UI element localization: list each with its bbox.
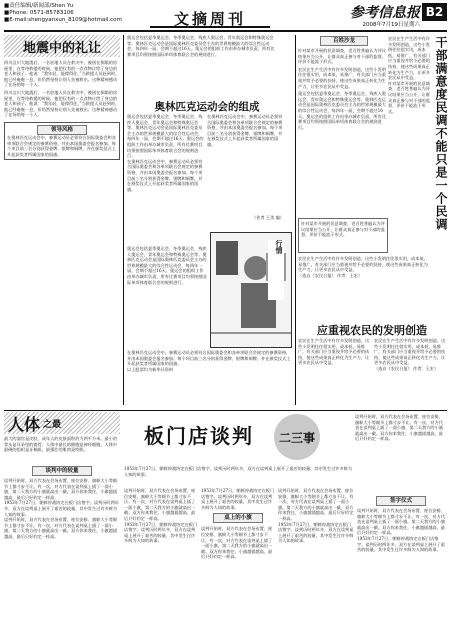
- bottom-col2-body: 谈判开始时，双方代表在会场布置、座位安排、旗帜大小等细节上都寸步不让。有一次，对方代表在谈判桌上插了一面小旗，第二天我方的小旗就高出一截。双方你来我往，小旗越插越高，最后只好约定一样高。: [124, 488, 196, 521]
- center-bottom-note: 以上股票均为新华社资料: [127, 366, 174, 372]
- center-top-text: [127, 35, 277, 95]
- farmer-body-col1: 农民在生产生活中有许多发明创造，这些小发明往往很实用，成本低，易推广，有关部门应当重视并给予必要的扶持，使这些成果真正转化为生产力，让更多农民从中受益。: [298, 338, 370, 366]
- bottom-col2-body2: 1953年7月27日，朝鲜停战协定在板门店签字。谈判历时两年多，双方在谈判桌上展开了艰苦的较量，其中发生过许多鲜为人知的故事。: [124, 521, 198, 544]
- panmunjom-headline: 板门店谈判: [144, 424, 254, 448]
- sub-heading-3: 签字仪式: [376, 496, 426, 506]
- bottom-col1-body2: 1953年7月27日，朝鲜停战协定在板门店签字。谈判历时两年多，双方在谈判桌上展开了艰苦的较量，其中发生过许多鲜为人知的故事。: [4, 500, 119, 517]
- right-boxed-note: [298, 218, 388, 253]
- email: ■E-mail:shengyanxun_8109@hotmail.com: [4, 17, 122, 23]
- cartoon-caption: 行情: [268, 240, 284, 300]
- column-title: 文摘周刊: [150, 8, 270, 28]
- page-number: B2: [422, 3, 447, 21]
- right-lead-body: 农民在生产生活中有许多发明创造，这些小发明往往很实用，成本低，易推广，有关部门应当重视并给予必要的扶持，使这些成果真正转化为生产力，让更多农民从中受益。: [298, 66, 386, 89]
- center-bottom-body: 在奥林匹克运动会中，参赛运动员必须符合国际奥委会和各单项联合会规定的参赛资格，并由本国奥委会报名参加。每个项目前三名分别获得金牌、银牌和铜牌，并在颁奖仪式上升起获奖者所属国家的国旗。: [127, 350, 291, 367]
- right-side-body2: 针对某市开展的民意调查，老百姓普遍认为评议结果应当公开，让群众真正参与对干部的监督，评价不能流于形式。: [388, 80, 430, 114]
- bottom-col5-body2: 1953年7月27日，朝鲜停战协定在板门店签字。谈判历时两年多，双方在谈判桌上展开了艰苦的较量，其中发生过许多鲜为人知的故事。: [357, 535, 445, 553]
- left-headline-box: [4, 35, 120, 57]
- right-mid-body: 农民在生产生活中有许多发明创造，这些小发明往往很实用，成本低，易推广，有关部门应当重视并给予必要的扶持，使这些成果真正转化为生产力，让更多农民从中受益。: [298, 256, 428, 273]
- bottom-col1-body3: 谈判开始时，双方代表在会场布置、座位安排、旗帜大小等细节上都寸步不让。有一次，对方代表在谈判桌上插了一面小旗，第二天我方的小旗就高出一截。双方你来我往，小旗越插越高，最后只好约定一样高。: [4, 517, 118, 539]
- left-column: [4, 35, 120, 410]
- bottom-col3-body2: 谈判开始时，双方代表在会场布置、座位安排、旗帜大小等细节上都寸步不让。有一次，对方代表在谈判桌上插了一面小旗，第二天我方的小旗就高出一截。双方你来我往，小旗越插越高，最后只好约定一样高。: [201, 526, 273, 560]
- human-body-header: [4, 412, 120, 460]
- left-article-body-cont: 四川汶川大地震后，一名驻地人员在救灾中，被困在倒塌的房屋里，在等待救援的时候，他把仅有的一点食物让给了身边的老人和孩子。他说：“我年轻，能撑得住。”当救援人员赶到时，他已经奄奄一息，但仍然坚持让别人先被救出。这种精神感动了在场的每一个人。: [4, 89, 120, 118]
- bottom-col1-body: 谈判开始时，双方代表在会场布置、座位安排、旗帜大小等细节上都寸步不让。有一次，对方代表在谈判桌上插了一面小旗，第二天我方的小旗就高出一截。双方你来我往，小旗越插越高，最后只好约定一样高。: [4, 478, 118, 500]
- badge-circle: [274, 414, 320, 460]
- center-mid-body: 奥运会包括夏季奥运会、冬季奥运会、残疾人奥运会、青年奥运会和特殊奥运会等。奥林匹克运动会是国际奥林匹克委员会主办的世界规模最大的综合性运动会，每四年一届，会期不超过16天。奥运会的组织工作由举办城市负责，所有比赛项目均须按照国际单项体育联合会的规则进行。: [127, 246, 207, 285]
- bottom-col3-body: 1953年7月27日，朝鲜停战协定在板门店签字。谈判历时两年多，双方在谈判桌上展开了艰苦的较量，其中发生过许多鲜为人知的故事。: [201, 488, 275, 510]
- right-side-body: 农民在生产生活中有许多发明创造，这些小发明往往很实用，成本低，易推广，有关部门应当重视并给予必要的扶持，使这些成果真正转化为生产力，让更多农民从中受益。: [388, 36, 430, 81]
- bottom-col4-body: 谈判开始时，双方代表在会场布置、座位安排、旗帜大小等细节上都寸步不让。有一次，对方代表在谈判桌上插了一面小旗，第二天我方的小旗就高出一截。双方你来我往，小旗越插越高，最后只好约定一样高。: [278, 488, 354, 521]
- right-lead-body2: 奥运会包括夏季奥运会、冬季奥运会、残疾人奥运会、青年奥运会和特殊奥运会等。奥林匹克运动会是国际奥林匹克委员会主办的世界规模最大的综合性运动会，每四年一届，会期不超过16天。奥运会的组织工作由举办城市负责，所有比赛项目均须按照国际单项体育联合会的规则进行。: [298, 91, 386, 130]
- human-body-body: 最大的器官是皮肤，成年人的皮肤面积约为两平方米。最小的骨头是耳朵里的镫骨，人体中最长的细胞是神经细胞。人体中最硬的组织是牙釉质，最强壮的肌肉是咬肌。: [4, 436, 118, 453]
- olympics-author: （作者 王美 编）: [252, 215, 284, 220]
- farmer-source: （选自《农民日报》 作者：王宏）: [374, 365, 439, 371]
- header-meta: [4, 3, 124, 24]
- bottom-col5-body: 谈判开始时，双方代表在会场布置、座位安排、旗帜大小等细节上都寸步不让。有一次，对方代表在谈判桌上插了一面小旗，第二天我方的小旗就高出一截。双方你来我往，小旗越插越高，最后只好约定一样高。: [357, 508, 445, 536]
- olympics-body-col1b: 在奥林匹克运动会中，参赛运动员必须符合国际奥委会和各单项联合会规定的参赛资格，并由本国奥委会报名参加。每个项目前三名分别获得金牌、银牌和铜牌，并在颁奖仪式上升起获奖者所属国家的国旗。: [127, 158, 203, 192]
- right-vertical-headline: 干部满意度民调不能只是一个民调: [434, 36, 448, 231]
- header-rule: [4, 30, 447, 32]
- left-headline: 地震中的礼让: [22, 40, 101, 56]
- farmer-body-col2: 农民在生产生活中有许多发明创造，这些小发明往往很实用，成本低，易推广，有关部门应当重视并给予必要的扶持，使这些成果真正转化为生产力，让更多农民从中受益。: [374, 338, 446, 366]
- badge-text: 二三事: [278, 430, 315, 445]
- center-top-body: 奥运会包括夏季奥运会、冬季奥运会、残疾人奥运会、青年奥运会和特殊奥运会等。奥林匹克运动会是国际奥林匹克委员会主办的世界规模最大的综合性运动会，每四年一届，会期不超过16天。奥运会的组织工作由举办城市负责，所有比赛项目均须按照国际单项体育联合会的规则进行。: [127, 35, 275, 57]
- panmunjom-header: [124, 412, 354, 464]
- bottom-right-top-body: 谈判开始时，双方代表在会场布置、座位安排、旗帜大小等细节上都寸步不让。有一次，对方代表在谈判桌上插了一面小旗，第二天我方的小旗就高出一截。双方你来我往，小旗越插越高，最后只好约定一样高。: [355, 414, 443, 442]
- human-body-title-b: 之最: [43, 419, 62, 430]
- olympics-body-col1: 奥运会包括夏季奥运会、冬季奥运会、残疾人奥运会、青年奥运会和特殊奥运会等。奥林匹克运动会是国际奥林匹克委员会主办的世界规模最大的综合性运动会，每四年一届，会期不超过16天。奥运会的组织工作由举办城市负责，所有比赛项目均须按照国际单项体育联合会的规则进行。: [127, 114, 204, 159]
- olympics-headline: 奥林匹克运动会的组成: [154, 101, 260, 113]
- section-label: ■责任编辑/新闻部/Shen Yu: [4, 3, 74, 9]
- phone: ■Phone: 0571-85783106: [4, 10, 74, 16]
- salon-label: 百姓沙龙: [320, 36, 368, 46]
- right-boxed-note-text: 针对某市开展的民意调查，老百姓普遍认为评议结果应当公开，让群众真正参与对干部的监督，评价不能流于形式。: [301, 221, 385, 238]
- right-lead: 针对某市开展的民意调查，老百姓普遍认为评议结果应当公开，让群众真正参与对干部的监督，评价不能流于形式。: [298, 48, 386, 65]
- farmer-invention-headline: 应重视农民的发明创造: [317, 324, 427, 337]
- bottom-col4-body2: 1953年7月27日，朝鲜停战协定在板门店签字。谈判历时两年多，双方在谈判桌上展开了艰苦的较量，其中发生过许多鲜为人知的故事。: [278, 521, 354, 544]
- left-article-body: 四川汶川大地震后，一名驻地人员在救灾中，被困在倒塌的房屋里，在等待救援的时候，他把仅有的一点食物让给了身边的老人和孩子。他说：“我年轻，能撑得住。”当救援人员赶到时，他已经奄奄一息，但仍然坚持让别人先被救出。这种精神感动了在场的每一个人。: [4, 60, 120, 88]
- right-mid-source: （选自《农民日报》 作者：王宏）: [298, 272, 363, 278]
- newspaper-logo: 参考信息报: [350, 5, 420, 21]
- left-box-title: 领导风格: [37, 125, 87, 135]
- sub-heading-2: 桌上的小旗: [213, 513, 263, 523]
- left-box-body: 在奥林匹克运动会中，参赛运动员必须符合国际奥委会和各单项联合会规定的参赛资格，并由本国奥委会报名参加。每个项目前三名分别获得金牌、银牌和铜牌，并在颁奖仪式上升起获奖者所属国家的国旗。: [7, 134, 116, 157]
- panmunjom-intro: 1953年7月27日，朝鲜停战协定在板门店签字。谈判历时两年多，双方在谈判桌上展开了艰苦的较量，其中发生过许多鲜为人知的故事。: [124, 466, 353, 477]
- olympics-body-col2: 在奥林匹克运动会中，参赛运动员必须符合国际奥委会和各单项联合会规定的参赛资格，并由本国奥委会报名参加。每个项目前三名分别获得金牌、银牌和铜牌，并在颁奖仪式上升起获奖者所属国家的国旗。: [207, 114, 283, 147]
- issue-date: 2008年7月19日星期六: [362, 22, 420, 28]
- sub-heading-1: 谈判中的较量: [32, 466, 92, 476]
- human-body-title-a: 人体: [8, 414, 41, 434]
